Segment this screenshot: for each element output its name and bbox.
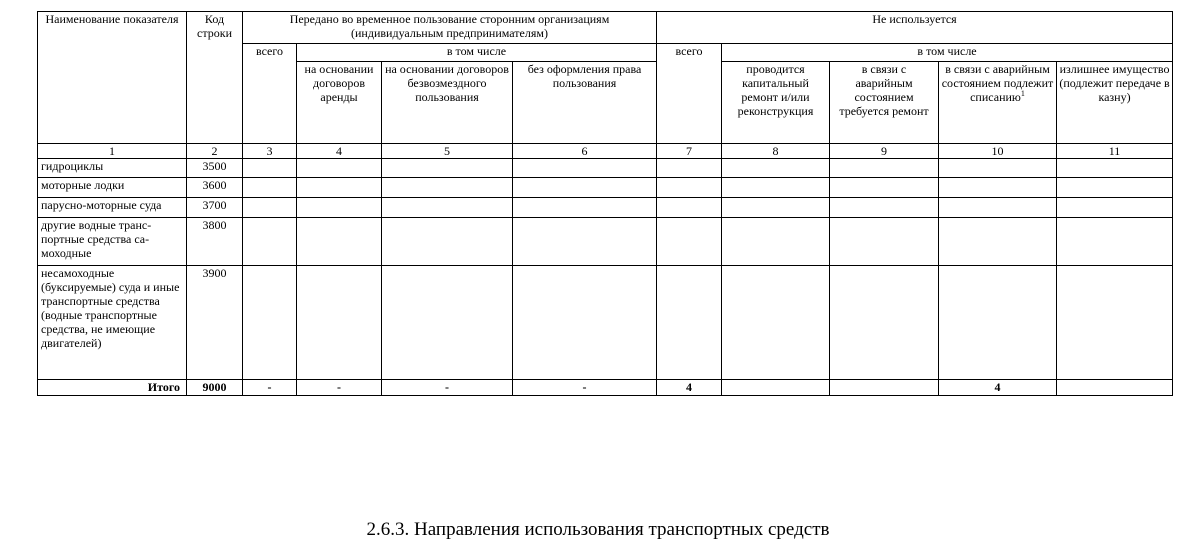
cell: [939, 178, 1057, 198]
table-row: [38, 218, 1173, 266]
header-no-registration: без оформления права пользования: [513, 62, 657, 144]
cell: [243, 266, 297, 380]
cell: [382, 178, 513, 198]
table-row: [38, 159, 1173, 178]
cell: [243, 159, 297, 178]
row-code: 3800: [187, 218, 243, 266]
total-code: 9000: [187, 380, 243, 396]
header-free-use: на основании договоров безвозмездного пользования: [382, 62, 513, 144]
cell: [722, 159, 830, 178]
column-number: 3: [243, 144, 297, 159]
header-not-used-including: в том числе: [722, 44, 1173, 62]
row-code: 3500: [187, 159, 243, 178]
cell: [722, 218, 830, 266]
column-number: 4: [297, 144, 382, 159]
row-code: 3900: [187, 266, 243, 380]
cell: [722, 266, 830, 380]
cell: [243, 218, 297, 266]
column-numbers-row: [38, 144, 1173, 159]
cell: [830, 198, 939, 218]
column-number: 6: [513, 144, 657, 159]
header-transferred-total: всего: [243, 44, 297, 144]
cell: [830, 178, 939, 198]
column-number: 7: [657, 144, 722, 159]
total-cell: -: [513, 380, 657, 396]
table-row: [38, 178, 1173, 198]
row-code: 3600: [187, 178, 243, 198]
header-emergency-writeoff: [939, 62, 1057, 144]
cell: [513, 266, 657, 380]
cell: [939, 218, 1057, 266]
total-cell: 4: [939, 380, 1057, 396]
cell: [939, 159, 1057, 178]
cell: [722, 178, 830, 198]
cell: [1057, 178, 1173, 198]
total-cell: [830, 380, 939, 396]
cell: [513, 198, 657, 218]
total-row: [38, 380, 1173, 396]
cell: [1057, 218, 1173, 266]
section-caption: 2.6.3. Направления использования транспортных средств: [366, 519, 830, 540]
cell: [297, 198, 382, 218]
cell: [297, 178, 382, 198]
cell: [297, 266, 382, 380]
cell: [382, 266, 513, 380]
cell: [382, 218, 513, 266]
total-cell: -: [382, 380, 513, 396]
column-number: 10: [939, 144, 1057, 159]
cell: [830, 218, 939, 266]
row-name: несамоходные (буксируемые) суда и иные транспортные средства (водные транспортные средства, не имеющие двигателей): [38, 266, 187, 380]
cell: [382, 198, 513, 218]
column-number: 8: [722, 144, 830, 159]
header-repair: проводится капитальный ремонт и/или реконструкция: [722, 62, 830, 144]
cell: [657, 198, 722, 218]
cell: [939, 198, 1057, 218]
header-lease: на основании договоров аренды: [297, 62, 382, 144]
header-transferred-including: в том числе: [297, 44, 657, 62]
total-cell: -: [243, 380, 297, 396]
cell: [1057, 198, 1173, 218]
column-number: 11: [1057, 144, 1173, 159]
total-cell: 4: [657, 380, 722, 396]
header-code: Код строки: [187, 12, 243, 144]
total-cell: [1057, 380, 1173, 396]
column-number: 2: [187, 144, 243, 159]
header-surplus: излишнее имущество (подлежит передаче в казну): [1057, 62, 1173, 144]
header-not-used: Не используется: [657, 12, 1173, 44]
total-cell: [722, 380, 830, 396]
table-row: [38, 266, 1173, 380]
total-label: Итого: [38, 380, 187, 396]
cell: [830, 266, 939, 380]
cell: [513, 218, 657, 266]
header-emergency-writeoff-text: в связи с аварийным состоянием подлежит списанию: [941, 62, 1054, 104]
cell: [243, 198, 297, 218]
vehicle-usage-table: [37, 11, 1173, 396]
row-name: другие водные транс-портные средства са-моходные: [38, 218, 187, 266]
row-name: парусно-моторные суда: [38, 198, 187, 218]
header-not-used-total: всего: [657, 44, 722, 144]
row-code: 3700: [187, 198, 243, 218]
cell: [297, 159, 382, 178]
footnote-marker: 1: [1020, 89, 1025, 98]
row-name: гидроциклы: [38, 159, 187, 178]
cell: [297, 218, 382, 266]
cell: [657, 159, 722, 178]
cell: [1057, 159, 1173, 178]
cell: [657, 218, 722, 266]
cell: [513, 178, 657, 198]
cell: [382, 159, 513, 178]
total-cell: -: [297, 380, 382, 396]
cell: [939, 266, 1057, 380]
cell: [1057, 266, 1173, 380]
header-transferred: Передано во временное пользование сторонним организациям (индивидуальным предпринимателям): [243, 12, 657, 44]
cell: [657, 178, 722, 198]
column-number: 5: [382, 144, 513, 159]
cell: [243, 178, 297, 198]
column-number: 1: [38, 144, 187, 159]
cell: [830, 159, 939, 178]
cell: [513, 159, 657, 178]
row-name: моторные лодки: [38, 178, 187, 198]
header-name: Наименование показателя: [38, 12, 187, 144]
column-number: 9: [830, 144, 939, 159]
table-row: [38, 198, 1173, 218]
cell: [657, 266, 722, 380]
header-emergency-repair: в связи с аварийным состоянием требуется ремонт: [830, 62, 939, 144]
cell: [722, 198, 830, 218]
